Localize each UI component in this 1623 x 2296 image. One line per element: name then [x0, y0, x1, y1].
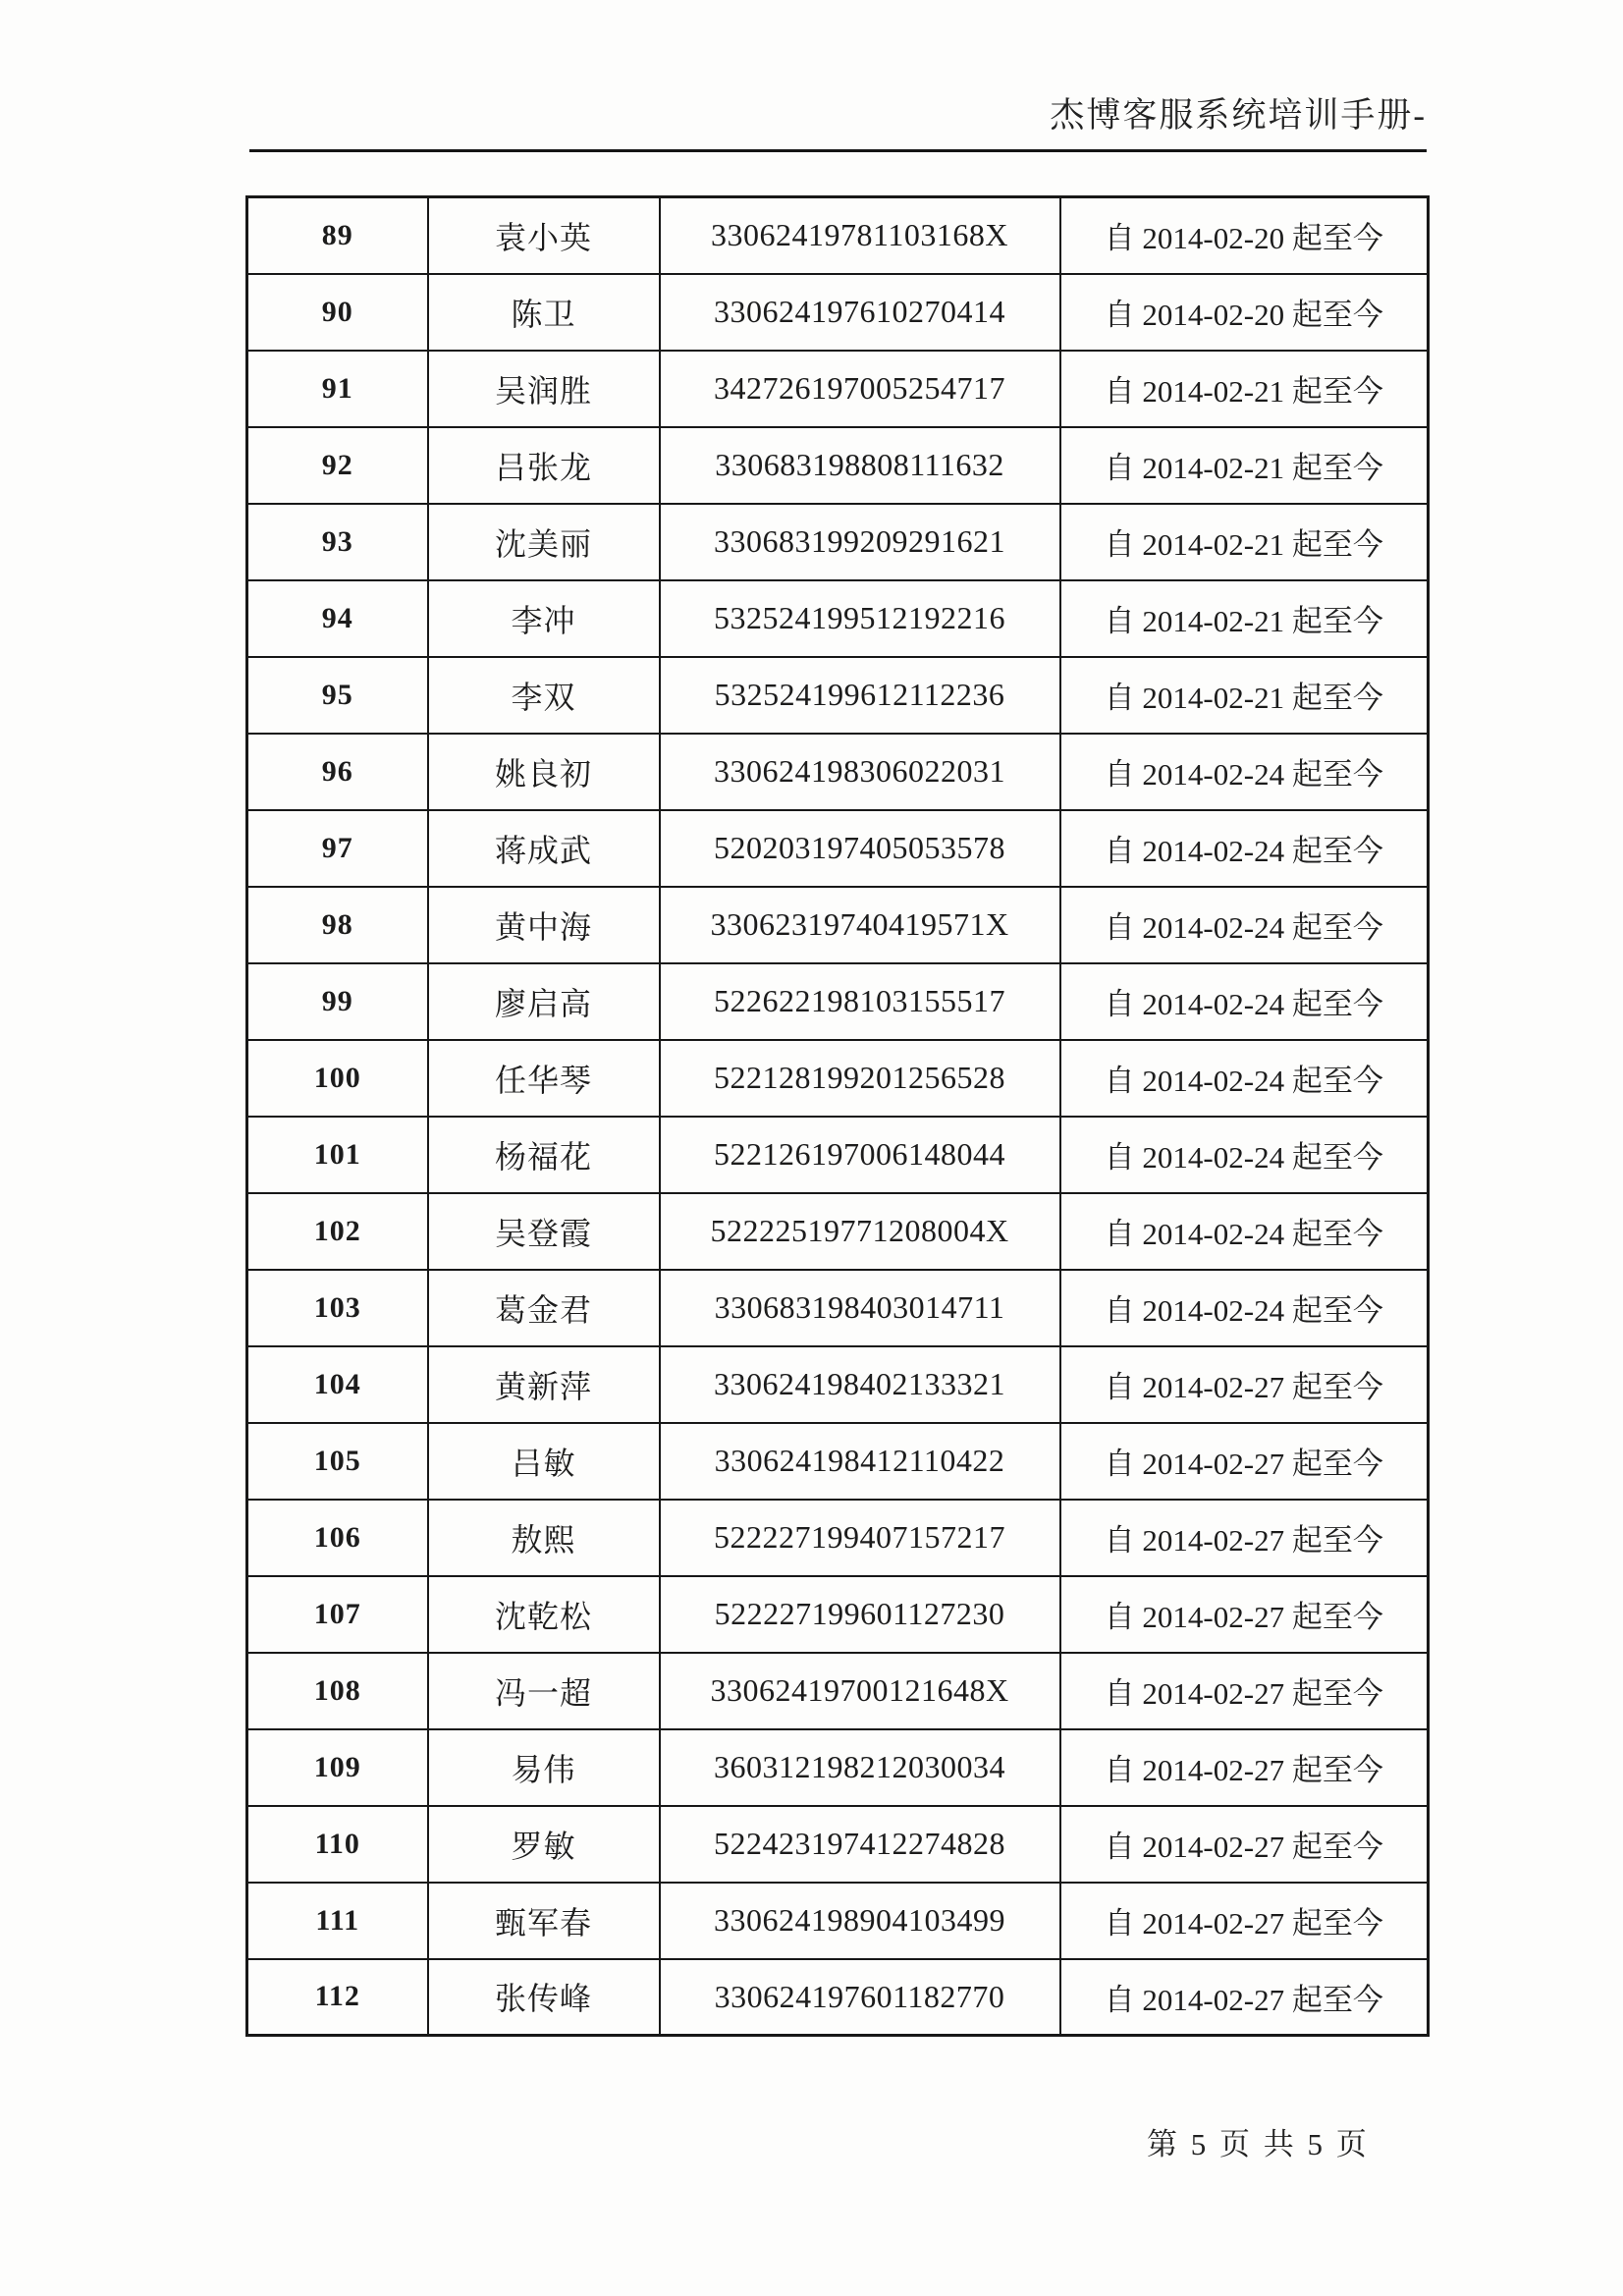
row-number-cell: 94 — [247, 580, 428, 657]
table-row — [247, 810, 1429, 887]
name-cell: 李冲 — [428, 580, 660, 657]
page-number: 第 5 页 共 5 页 — [1147, 2127, 1370, 2161]
name-cell: 吴润胜 — [428, 351, 660, 427]
period-cell: 自 2014-02-21 起至今 — [1060, 504, 1429, 580]
row-number-cell: 100 — [247, 1040, 428, 1117]
period-cell: 自 2014-02-24 起至今 — [1060, 963, 1429, 1040]
id-number-cell: 330624198402133321 — [660, 1346, 1060, 1423]
id-number-cell: 52222519771208004X — [660, 1193, 1060, 1270]
period-cell: 自 2014-02-27 起至今 — [1060, 1806, 1429, 1883]
id-number-cell: 522423197412274828 — [660, 1806, 1060, 1883]
name-cell: 蒋成武 — [428, 810, 660, 887]
name-cell: 沈乾松 — [428, 1576, 660, 1653]
table-row — [247, 351, 1429, 427]
period-cell: 自 2014-02-24 起至今 — [1060, 1193, 1429, 1270]
table-row — [247, 963, 1429, 1040]
table-row — [247, 274, 1429, 351]
period-cell: 自 2014-02-24 起至今 — [1060, 1117, 1429, 1193]
id-number-cell: 532524199512192216 — [660, 580, 1060, 657]
table-row — [247, 1883, 1429, 1959]
period-cell: 自 2014-02-24 起至今 — [1060, 1040, 1429, 1117]
table-row — [247, 580, 1429, 657]
table-row — [247, 734, 1429, 810]
row-number-cell: 92 — [247, 427, 428, 504]
id-number-cell: 33062419781103168X — [660, 197, 1060, 274]
period-cell: 自 2014-02-27 起至今 — [1060, 1729, 1429, 1806]
name-cell: 冯一超 — [428, 1653, 660, 1729]
table-row — [247, 1270, 1429, 1346]
name-cell: 袁小英 — [428, 197, 660, 274]
table-row — [247, 1346, 1429, 1423]
period-cell: 自 2014-02-20 起至今 — [1060, 274, 1429, 351]
table-row — [247, 1806, 1429, 1883]
id-number-cell: 532524199612112236 — [660, 657, 1060, 734]
id-number-cell: 33062419700121648X — [660, 1653, 1060, 1729]
table-row — [247, 1959, 1429, 2036]
name-cell: 李双 — [428, 657, 660, 734]
row-number-cell: 107 — [247, 1576, 428, 1653]
page-header — [1050, 88, 1427, 137]
row-number-cell: 95 — [247, 657, 428, 734]
name-cell: 易伟 — [428, 1729, 660, 1806]
id-number-cell: 330624198904103499 — [660, 1883, 1060, 1959]
id-number-cell: 330683198808111632 — [660, 427, 1060, 504]
row-number-cell: 109 — [247, 1729, 428, 1806]
name-cell: 葛金君 — [428, 1270, 660, 1346]
period-cell: 自 2014-02-27 起至今 — [1060, 1653, 1429, 1729]
table-row — [247, 427, 1429, 504]
id-number-cell: 520203197405053578 — [660, 810, 1060, 887]
table-row — [247, 1500, 1429, 1576]
period-cell: 自 2014-02-27 起至今 — [1060, 1500, 1429, 1576]
header-title: 杰博客服系统培训手册- — [1050, 96, 1427, 135]
row-number-cell: 106 — [247, 1500, 428, 1576]
id-number-cell: 330624198306022031 — [660, 734, 1060, 810]
id-number-cell: 33062319740419571X — [660, 887, 1060, 963]
table-row — [247, 1040, 1429, 1117]
table-row — [247, 1193, 1429, 1270]
table-row — [247, 887, 1429, 963]
table-row — [247, 197, 1429, 274]
row-number-cell: 101 — [247, 1117, 428, 1193]
row-number-cell: 102 — [247, 1193, 428, 1270]
row-number-cell: 98 — [247, 887, 428, 963]
header-rule — [249, 149, 1427, 152]
id-number-cell: 342726197005254717 — [660, 351, 1060, 427]
table-row — [247, 504, 1429, 580]
period-cell: 自 2014-02-21 起至今 — [1060, 351, 1429, 427]
name-cell: 姚良初 — [428, 734, 660, 810]
row-number-cell: 110 — [247, 1806, 428, 1883]
id-number-cell: 330683199209291621 — [660, 504, 1060, 580]
row-number-cell: 108 — [247, 1653, 428, 1729]
name-cell: 沈美丽 — [428, 504, 660, 580]
period-cell: 自 2014-02-27 起至今 — [1060, 1346, 1429, 1423]
period-cell: 自 2014-02-27 起至今 — [1060, 1576, 1429, 1653]
row-number-cell: 99 — [247, 963, 428, 1040]
row-number-cell: 111 — [247, 1883, 428, 1959]
row-number-cell: 93 — [247, 504, 428, 580]
row-number-cell: 104 — [247, 1346, 428, 1423]
name-cell: 任华琴 — [428, 1040, 660, 1117]
name-cell: 黄中海 — [428, 887, 660, 963]
name-cell: 陈卫 — [428, 274, 660, 351]
period-cell: 自 2014-02-27 起至今 — [1060, 1423, 1429, 1500]
row-number-cell: 103 — [247, 1270, 428, 1346]
period-cell: 自 2014-02-21 起至今 — [1060, 427, 1429, 504]
table-row — [247, 1117, 1429, 1193]
name-cell: 黄新萍 — [428, 1346, 660, 1423]
name-cell: 罗敏 — [428, 1806, 660, 1883]
table-row — [247, 657, 1429, 734]
page-footer — [1147, 2119, 1370, 2163]
id-number-cell: 330624198412110422 — [660, 1423, 1060, 1500]
id-number-cell: 522622198103155517 — [660, 963, 1060, 1040]
period-cell: 自 2014-02-21 起至今 — [1060, 580, 1429, 657]
id-number-cell: 330624197601182770 — [660, 1959, 1060, 2036]
name-cell: 杨福花 — [428, 1117, 660, 1193]
name-cell: 吴登霞 — [428, 1193, 660, 1270]
period-cell: 自 2014-02-24 起至今 — [1060, 1270, 1429, 1346]
name-cell: 吕张龙 — [428, 427, 660, 504]
id-number-cell: 522126197006148044 — [660, 1117, 1060, 1193]
period-cell: 自 2014-02-24 起至今 — [1060, 887, 1429, 963]
period-cell: 自 2014-02-20 起至今 — [1060, 197, 1429, 274]
name-cell: 敖熙 — [428, 1500, 660, 1576]
table-row — [247, 1653, 1429, 1729]
row-number-cell: 105 — [247, 1423, 428, 1500]
name-cell: 甄军春 — [428, 1883, 660, 1959]
table-row — [247, 1423, 1429, 1500]
name-cell: 廖启高 — [428, 963, 660, 1040]
id-number-cell: 360312198212030034 — [660, 1729, 1060, 1806]
period-cell: 自 2014-02-21 起至今 — [1060, 657, 1429, 734]
row-number-cell: 89 — [247, 197, 428, 274]
period-cell: 自 2014-02-24 起至今 — [1060, 810, 1429, 887]
period-cell: 自 2014-02-24 起至今 — [1060, 734, 1429, 810]
period-cell: 自 2014-02-27 起至今 — [1060, 1883, 1429, 1959]
name-cell: 吕敏 — [428, 1423, 660, 1500]
row-number-cell: 97 — [247, 810, 428, 887]
id-number-cell: 522227199601127230 — [660, 1576, 1060, 1653]
name-cell: 张传峰 — [428, 1959, 660, 2036]
table-row — [247, 1729, 1429, 1806]
row-number-cell: 90 — [247, 274, 428, 351]
row-number-cell: 91 — [247, 351, 428, 427]
id-number-cell: 330624197610270414 — [660, 274, 1060, 351]
row-number-cell: 96 — [247, 734, 428, 810]
period-cell: 自 2014-02-27 起至今 — [1060, 1959, 1429, 2036]
table-row — [247, 1576, 1429, 1653]
id-number-cell: 522128199201256528 — [660, 1040, 1060, 1117]
roster-table — [245, 195, 1430, 2037]
id-number-cell: 330683198403014711 — [660, 1270, 1060, 1346]
row-number-cell: 112 — [247, 1959, 428, 2036]
roster-table-body — [247, 197, 1429, 2036]
id-number-cell: 522227199407157217 — [660, 1500, 1060, 1576]
